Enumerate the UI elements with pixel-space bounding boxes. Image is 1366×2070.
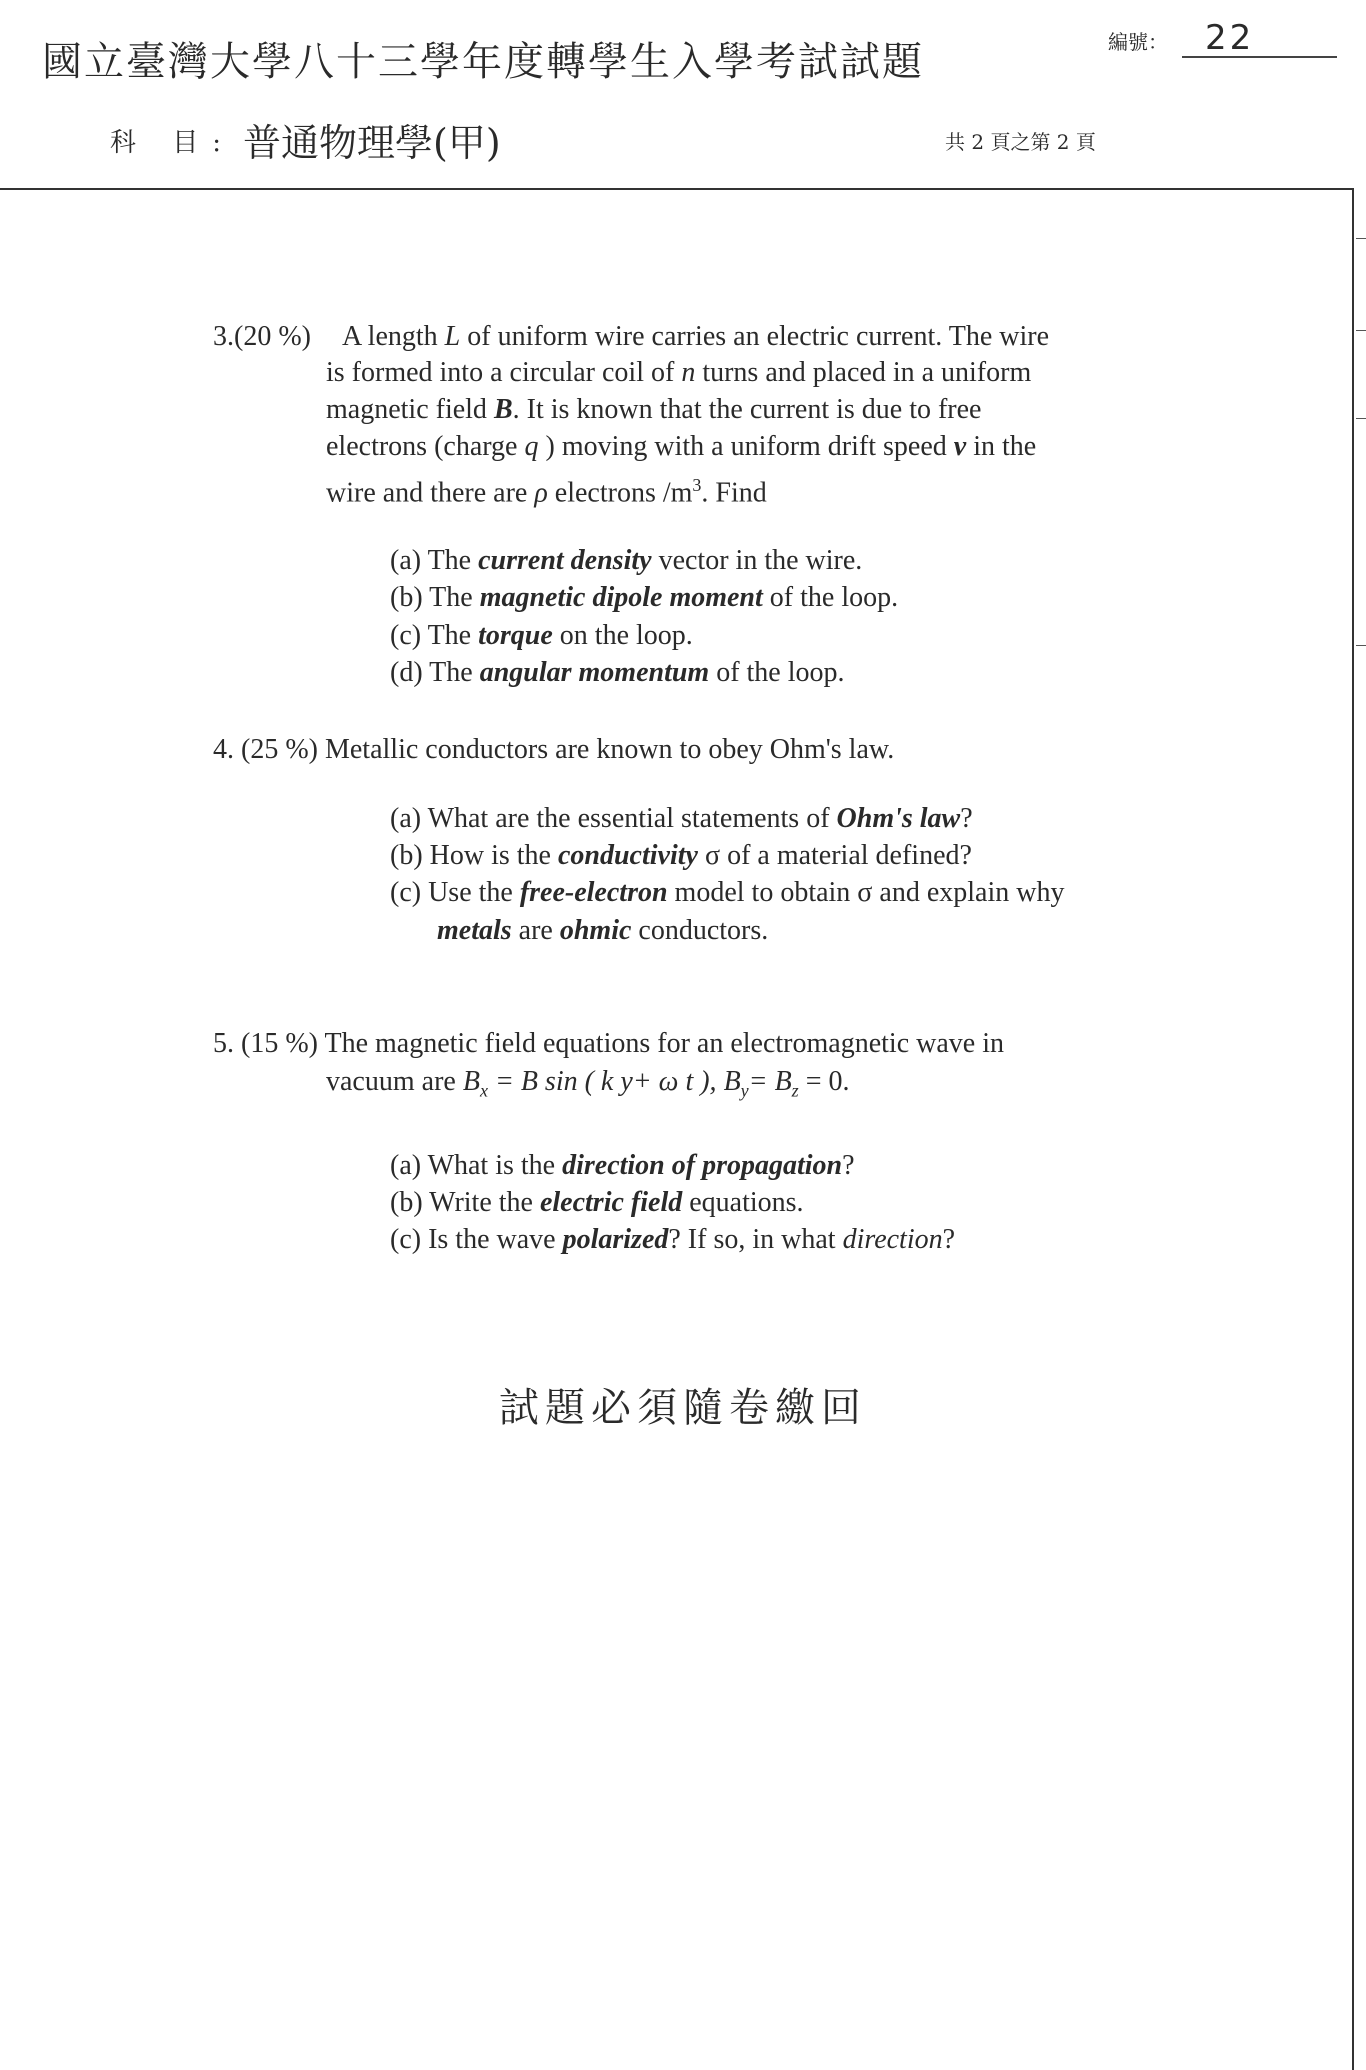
page-indicator: 共 2 頁之第 2 頁 xyxy=(945,130,1096,154)
q3-line-5: wire and there are ρ electrons $/m^3$. Find xyxy=(326,475,767,509)
q4-part-c: (c) Use the free-electron model to obtain σ and explain why xyxy=(390,877,1065,908)
q5-part-a: (a) What is the direction of propagation? xyxy=(390,1150,855,1181)
q3-part-d: (d) The angular momentum of the loop. xyxy=(390,657,845,688)
margin-tick xyxy=(1356,238,1366,239)
margin-tick xyxy=(1356,330,1366,331)
q5-part-c: (c) Is the wave polarized? If so, in what direction? xyxy=(390,1224,956,1255)
margin-tick xyxy=(1356,418,1366,419)
q4-part-b: (b) How is the conductivity σ of a material defined? xyxy=(390,840,972,871)
q3-part-b: (b) The magnetic dipole moment of the loop. xyxy=(390,582,899,613)
q3-line-3: magnetic field B. It is known that the current is due to free xyxy=(326,394,982,425)
q3-line-1: A length L of uniform wire carries an electric current. The wire xyxy=(342,321,1050,352)
question-3 xyxy=(213,318,311,355)
q5-line-1: The magnetic field equations for an electromagnetic wave in xyxy=(324,1028,1004,1059)
q4-part-a: (a) What are the essential statements of Ohm's law? xyxy=(390,803,973,834)
q4-part-c-cont: metals are ohmic conductors. xyxy=(437,915,769,946)
subject-label: 科 目: xyxy=(110,128,236,158)
return-notice: 試題必須隨卷繳回 xyxy=(499,1385,867,1431)
code-underline xyxy=(1182,56,1337,58)
question-4 xyxy=(213,731,894,768)
code-label: 編號： xyxy=(1108,30,1168,54)
q5-line-2: vacuum are $B_x = B$ sin ( k y+ ω t ), $B_y= B_z = 0$. xyxy=(326,1066,850,1101)
q5-part-b: (b) Write the electric field equations. xyxy=(390,1187,804,1218)
margin-tick xyxy=(1356,645,1366,646)
q3-number: 3.(20 %) xyxy=(213,321,311,352)
question-5 xyxy=(213,1025,1004,1062)
q5-number: 5. (15 %) xyxy=(213,1028,318,1059)
code-value: 22 xyxy=(1205,18,1255,58)
q3-part-a: (a) The current density vector in the wire. xyxy=(390,545,863,576)
subject-value: 普通物理學(甲) xyxy=(243,121,501,165)
q3-line-2: is formed into a circular coil of n turns and placed in a uniform xyxy=(326,357,1032,388)
exam-title: 國立臺灣大學八十三學年度轉學生入學考試試題 xyxy=(42,39,924,85)
q3-line-4: electrons (charge q ) moving with a uniform drift speed v in the xyxy=(326,431,1037,462)
q4-number: 4. (25 %) xyxy=(213,734,318,765)
q4-text: Metallic conductors are known to obey Ohm's law. xyxy=(324,734,895,765)
q3-part-c: (c) The torque on the loop. xyxy=(390,620,693,651)
